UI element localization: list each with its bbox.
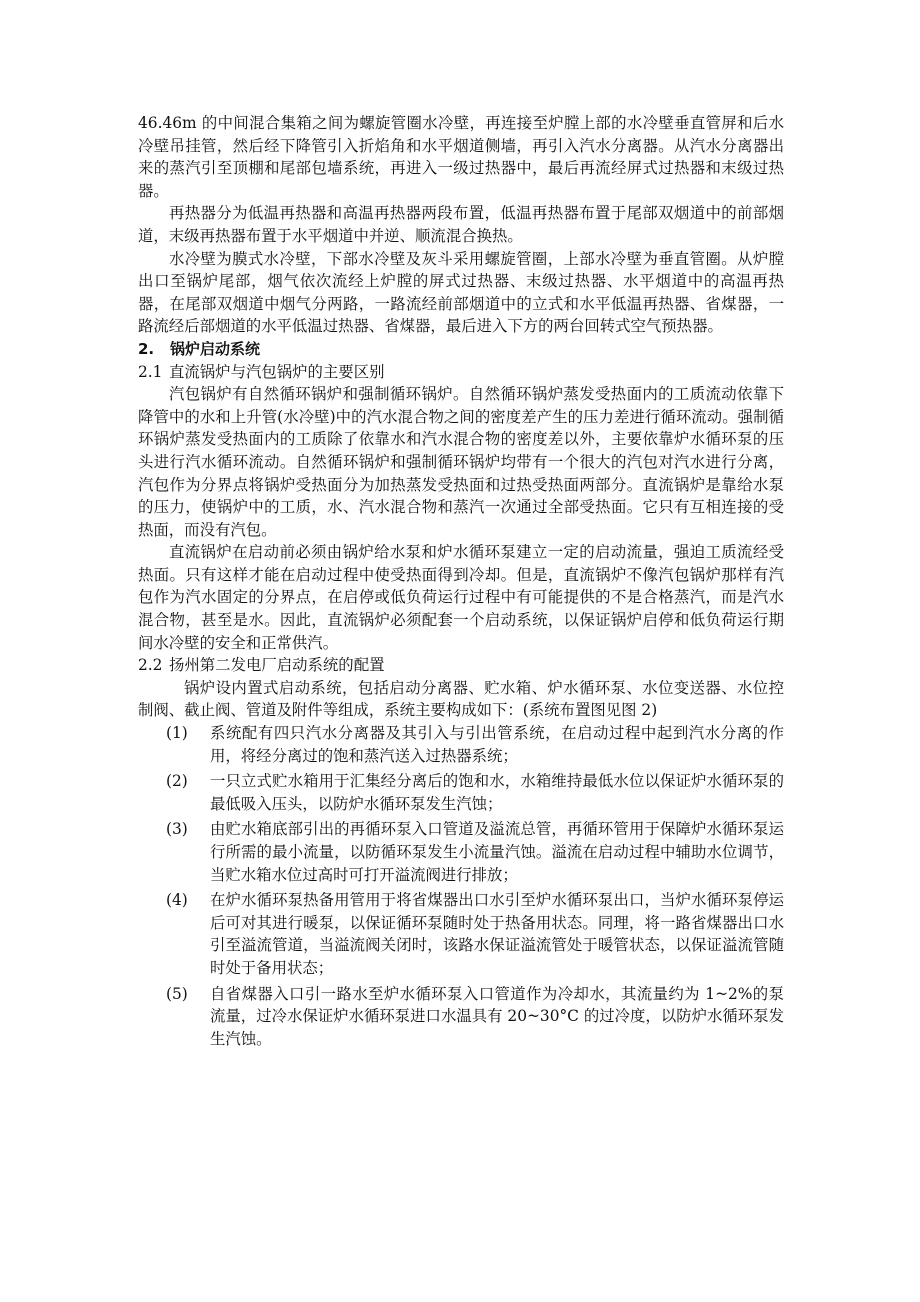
list-item-text: 由贮水箱底部引出的再循环泵入口管道及溢流总管，再循环管用于保障炉水循环泵运行所需的最小流量，以防循环泵发生小流量汽蚀。溢流在启动过程中辅助水位调节，当贮水箱水位过高时可打开溢流阀进行排放； [210, 820, 784, 884]
section-2-title: 锅炉启动系统 [170, 339, 261, 358]
list-item-text: 在炉水循环泵热备用管用于将省煤器出口水引至炉水循环泵出口，当炉水循环泵停运后可对其进行暖泵，以保证循环泵随时处于热备用状态。同理，将一路省煤器出口水引至溢流管道，当溢流阀关闭时，该路水保证溢流管处于暖管状态，以保证溢流管随时处于备用状态； [210, 891, 784, 977]
section-2-1-number: 2.1 [138, 362, 163, 381]
paragraph-top-3: 水冷壁为膜式水冷壁，下部水冷壁及灰斗采用螺旋管圈，上部水冷壁为垂直管圈。从炉膛出口至锅炉尾部，烟气依次流经上炉膛的屏式过热器、末级过热器、水平烟道中的高温再热器，在尾部双烟道中烟气分两路，一路流经前部烟道中的立式和水平低温再热器、省煤器，一路流经后部烟道的水平低温过热器、省煤器，最后进入下方的两台回转式空气预热器。 [138, 249, 784, 336]
section-2-1-heading [138, 361, 784, 384]
list-item-text: 自省煤器入口引一路水至炉水循环泵入口管道作为冷却水，其流量约为 1~2%的泵流量，过冷水保证炉水循环泵进口水温具有 20~30°C 的过冷度，以防炉水循环泵发生汽蚀。 [210, 984, 784, 1048]
system-component-list [138, 722, 784, 1050]
section-2-2-intro: 锅炉设内置式启动系统，包括启动分离器、贮水箱、炉水循环泵、水位变送器、水位控制阀、截止阀、管道及附件等组成，系统主要构成如下：(系统布置图见图 2) [138, 678, 784, 720]
list-item [138, 722, 784, 767]
list-item-number: (3) [166, 820, 188, 839]
section-2-number: 2. [138, 339, 155, 358]
section-2-1-paragraph-1: 汽包锅炉有自然循环锅炉和强制循环锅炉。自然循环锅炉蒸发受热面内的工质流动依靠下降管中的水和上升管(水冷壁)中的汽水混合物之间的密度差产生的压力差进行循环流动。强制循环锅炉蒸发受热面内的工质除了依靠水和汽水混合物的密度差以外，主要依靠炉水循环泵的压头进行汽水循环流动。自然循环锅炉和强制循环锅炉均带有一个很大的汽包对汽水进行分离，汽包作为分界点将锅炉受热面分为加热蒸发受热面和过热受热面两部分。直流锅炉是靠给水泵的压力，使锅炉中的工质，水、汽水混合物和蒸汽一次通过全部受热面。它只有互相连接的受热面，而没有汽包。 [138, 385, 784, 539]
paragraph-top-2: 再热器分为低温再热器和高温再热器两段布置，低温再热器布置于尾部双烟道中的前部烟道，末级再热器布置于水平烟道中并逆、顺流混合换热。 [138, 204, 784, 245]
section-2-2-heading [138, 654, 784, 677]
list-item-number: (2) [166, 772, 188, 791]
section-2-2-title: 扬州第二发电厂启动系统的配置 [169, 656, 385, 675]
list-item [138, 770, 784, 815]
section-2-heading [138, 338, 784, 361]
section-2-1-paragraph-2: 直流锅炉在启动前必须由锅炉给水泵和炉水循环泵建立一定的启动流量，强迫工质流经受热面。只有这样才能在启动过程中使受热面得到冷却。但是，直流锅炉不像汽包锅炉那样有汽包作为汽水固定的分界点，在启停或低负荷运行过程中有可能提供的不是合格蒸汽，而是汽水混合物，甚至是水。因此，直流锅炉必须配套一个启动系统，以保证锅炉启停和低负荷运行期间水冷壁的安全和正常供汽。 [138, 543, 784, 652]
list-item-number: (1) [166, 724, 188, 743]
list-item [138, 889, 784, 979]
paragraph-top-1: 46.46m 的中间混合集箱之间为螺旋管圈水冷壁，再连接至炉膛上部的水冷壁垂直管屏和后水冷壁吊挂管，然后经下降管引入折焰角和水平烟道侧墙，再引入汽水分离器。从汽水分离器出来的蒸汽引至顶棚和尾部包墙系统，再进入一级过热器中，最后再流经屏式过热器和末级过热器。 [138, 114, 784, 200]
list-item-number: (4) [166, 891, 188, 910]
list-item-number: (5) [166, 984, 188, 1003]
section-2-1-title: 直流锅炉与汽包锅炉的主要区别 [169, 362, 385, 381]
list-item [138, 818, 784, 886]
list-item-text: 系统配有四只汽水分离器及其引入与引出管系统，在启动过程中起到汽水分离的作用，将经分离过的饱和蒸汽送入过热器系统； [210, 724, 784, 765]
list-item [138, 983, 784, 1051]
list-item-text: 一只立式贮水箱用于汇集经分离后的饱和水，水箱维持最低水位以保证炉水循环泵的最低吸入压头，以防炉水循环泵发生汽蚀； [210, 772, 784, 813]
document-page [138, 112, 784, 1053]
section-2-2-number: 2.2 [138, 656, 163, 675]
